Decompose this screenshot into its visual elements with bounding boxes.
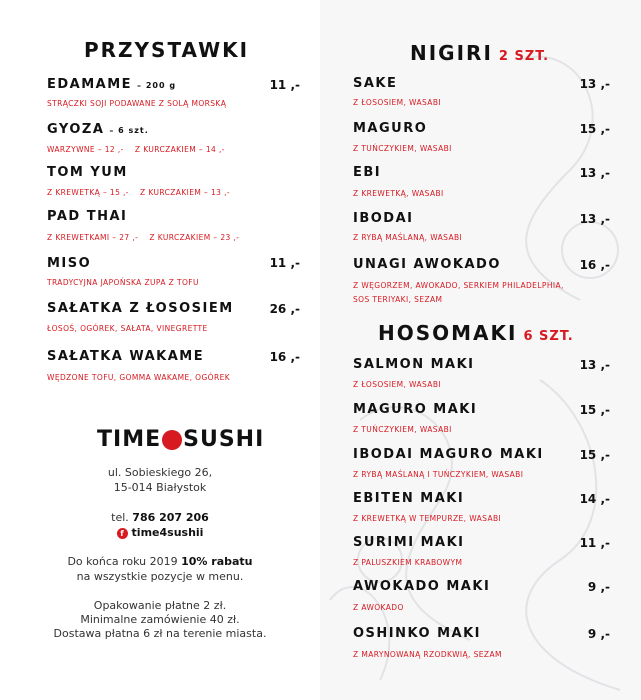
left-panel: [0, 0, 320, 700]
menu-item-description: Z TUŃCZYKIEM, WASABI: [353, 425, 452, 434]
menu-item-name: IBODAI MAGURO MAKI: [353, 447, 544, 462]
facebook-icon: f: [117, 528, 128, 539]
right-panel: [320, 0, 641, 700]
logo-text-right: SUSHI: [183, 427, 265, 452]
note-delivery: Dostawa płatna 6 zł na terenie miasta.: [53, 627, 267, 640]
menu-item-price: 9 ,-: [587, 580, 610, 594]
address-line-1: ul. Sobieskiego 26,: [107, 466, 213, 479]
menu-item-description: Z KREWETKĄ – 15 ,- Z KURCZAKIEM – 13 ,-: [47, 188, 230, 197]
menu-item-name: AWOKADO MAKI: [353, 579, 491, 594]
brand-logo: [97, 427, 264, 452]
menu-item-description: Z KREWETKĄ W TEMPURZE, WASABI: [353, 514, 502, 523]
facebook-link[interactable]: f time4sushii: [0, 526, 320, 539]
menu-item-name: IBODAI: [353, 211, 414, 226]
section-title-przystawki: PRZYSTAWKI: [84, 38, 250, 62]
menu-item-name: SAKE: [353, 76, 398, 91]
menu-item-description: Z TUŃCZYKIEM, WASABI: [353, 144, 452, 153]
menu-item-name: GYOZA – 6 szt.: [47, 122, 149, 137]
menu-item-price: 11 ,-: [579, 536, 610, 550]
menu-item-description: Z PALUSZKIEM KRABOWYM: [353, 558, 463, 567]
menu-item-name: EBI: [353, 165, 382, 180]
menu-item-price: 14 ,-: [579, 492, 610, 506]
menu-item-price: 13 ,-: [579, 166, 610, 180]
menu-item-name: TOM YUM: [47, 165, 128, 180]
address-line-2: 15-014 Białystok: [113, 481, 207, 494]
menu-item-price: 16 ,-: [269, 350, 300, 364]
menu-item-price: 15 ,-: [579, 403, 610, 417]
menu-item-name: SALMON MAKI: [353, 357, 475, 372]
menu-item-name: MISO: [47, 256, 92, 271]
promo-line-1: Do końca roku 2019 10% rabatu: [67, 555, 253, 568]
menu-item-name: PAD THAI: [47, 209, 128, 224]
menu-item-name: MAGURO MAKI: [353, 402, 478, 417]
menu-item-price: 13 ,-: [579, 212, 610, 226]
menu-item-description: Z ŁOSOSIEM, WASABI: [353, 380, 441, 389]
note-minimum-order: Minimalne zamówienie 40 zł.: [80, 613, 240, 626]
menu-item-description: Z AWOKADO: [353, 603, 404, 612]
menu-item-name: SURIMI MAKI: [353, 535, 465, 550]
menu-item-description: STRĄCZKI SOJI PODAWANE Z SOLĄ MORSKĄ: [47, 99, 227, 108]
menu-item-price: 15 ,-: [579, 122, 610, 136]
promo-line-2: na wszystkie pozycje w menu.: [76, 570, 244, 583]
menu-item-price: 13 ,-: [579, 77, 610, 91]
menu-item-description-continued: SOS TERIYAKI, SEZAM: [353, 295, 443, 304]
menu-item-description: Z WĘGORZEM, AWOKADO, SERKIEM PHILADELPHIA,: [353, 281, 564, 290]
section-title-nigiri: NIGIRI 2 SZT.: [410, 41, 550, 65]
red-sun-logo-icon: [162, 430, 182, 450]
menu-item-name: SAŁATKA WAKAME: [47, 349, 205, 364]
note-packaging: Opakowanie płatne 2 zł.: [93, 599, 227, 612]
menu-item-name: EBITEN MAKI: [353, 491, 465, 506]
logo-text-left: TIME: [97, 427, 162, 452]
menu-item-description: WARZYWNE – 12 ,- Z KURCZAKIEM – 14 ,-: [47, 145, 225, 154]
menu-item-price: 11 ,-: [269, 256, 300, 270]
menu-item-price: 16 ,-: [579, 258, 610, 272]
menu-item-description: Z KREWETKĄ, WASABI: [353, 189, 444, 198]
menu-item-name: MAGURO: [353, 121, 428, 136]
menu-item-description: TRADYCYJNA JAPOŃSKA ZUPA Z TOFU: [47, 278, 199, 287]
menu-item-description: Z KREWETKAMI – 27 ,- Z KURCZAKIEM – 23 ,-: [47, 233, 240, 242]
menu-item-description: Z MARYNOWANĄ RZODKWIĄ, SEZAM: [353, 650, 502, 659]
menu-item-description: WĘDZONE TOFU, GOMMA WAKAME, OGÓREK: [47, 373, 231, 382]
menu-item-description: ŁOSOŚ, OGÓREK, SAŁATA, VINEGRETTE: [47, 324, 208, 333]
menu-item-name: OSHINKO MAKI: [353, 626, 481, 641]
phone: tel. 786 207 206: [111, 511, 209, 524]
menu-item-price: 9 ,-: [587, 627, 610, 641]
section-title-hosomaki: HOSOMAKI 6 SZT.: [378, 321, 574, 345]
menu-item-description: Z ŁOSOSIEM, WASABI: [353, 98, 441, 107]
menu-item-name: UNAGI AWOKADO: [353, 257, 501, 272]
menu-item-price: 13 ,-: [579, 358, 610, 372]
menu-item-description: Z RYBĄ MAŚLANĄ, WASABI: [353, 233, 463, 242]
menu-item-name: EDAMAME – 200 g: [47, 77, 177, 92]
menu-item-price: 26 ,-: [269, 302, 300, 316]
menu-item-name: SAŁATKA Z ŁOSOSIEM: [47, 301, 234, 316]
menu-item-price: 15 ,-: [579, 448, 610, 462]
menu-item-description: Z RYBĄ MAŚLANĄ I TUŃCZYKIEM, WASABI: [353, 470, 524, 479]
menu-item-price: 11 ,-: [269, 78, 300, 92]
